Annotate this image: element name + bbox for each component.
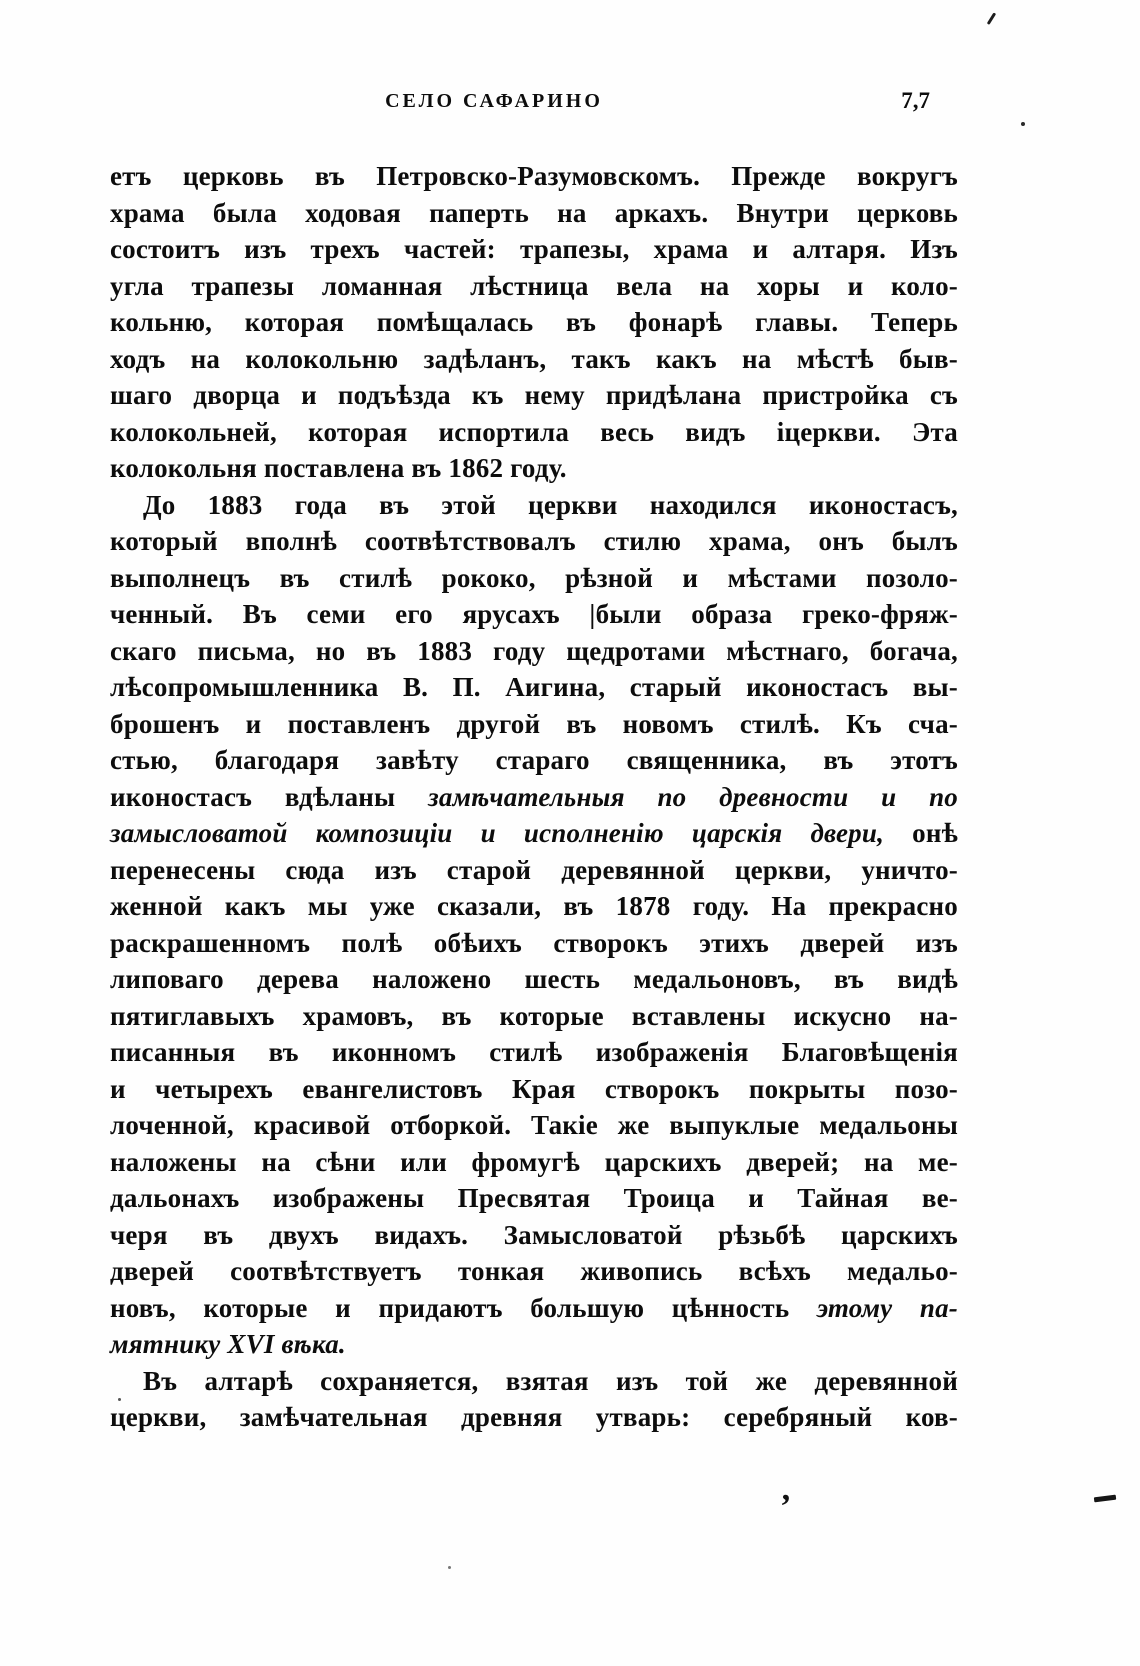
text-line xyxy=(110,1253,958,1290)
text-line xyxy=(110,633,958,670)
text-line xyxy=(110,596,958,633)
text-run: етъ церковь въ Петровско-Разумовскомъ. Прежде вокругъ xyxy=(110,161,958,191)
text-run: перенесены сюда изъ старой деревянной церкви, уничто- xyxy=(110,854,958,885)
ink-speck xyxy=(118,1398,121,1401)
text-run: новъ, которые и придаютъ большую цѣнность xyxy=(110,1292,817,1323)
text-run: выполнецъ въ стилѣ рококо, рѣзной и мѣстами позоло- xyxy=(110,562,958,593)
text-run: и четырехъ евангелистовъ Края створокъ покрыты позо- xyxy=(110,1073,958,1104)
italic-text-run: мятнику XVI вѣка. xyxy=(110,1329,346,1359)
text-run: До 1883 года въ этой церкви находился иконостасъ, xyxy=(143,489,958,520)
text-line xyxy=(110,414,958,451)
text-run: женной какъ мы уже сказали, въ 1878 году. На прекрасно xyxy=(110,891,958,921)
page-number: 7,7 xyxy=(901,88,930,113)
text-line xyxy=(110,779,958,816)
text-run: наложены на сѣни или фромугѣ царскихъ дверей; на ме- xyxy=(110,1146,958,1177)
text-run: дверей соотвѣтствуетъ тонкая живопись всѣхъ медальо- xyxy=(110,1256,958,1286)
ink-speck: ’ xyxy=(780,1488,792,1525)
text-line xyxy=(110,1107,958,1144)
text-run: скаго письма, но въ 1883 году щедротами мѣстнаго, богача, xyxy=(110,635,958,666)
text-line xyxy=(110,450,958,487)
text-line xyxy=(110,742,958,779)
text-line xyxy=(110,1034,958,1071)
text-line xyxy=(110,1326,958,1363)
text-line xyxy=(110,268,958,305)
text-line xyxy=(110,1290,958,1327)
text-line xyxy=(110,1399,958,1436)
text-run: ходъ на колокольню задѣланъ, такъ какъ на мѣстѣ быв- xyxy=(110,343,958,374)
italic-text-run: замысловатой композиціи и исполненію царскія двери, xyxy=(110,818,885,848)
text-run: липоваго дерева наложено шесть медальоновъ, въ видѣ xyxy=(110,964,958,994)
text-line xyxy=(110,1180,958,1217)
text-run: черя въ двухъ видахъ. Замысловатой рѣзьбѣ царскихъ xyxy=(110,1219,958,1250)
text-run: брошенъ и поставленъ другой въ новомъ стилѣ. Къ сча- xyxy=(110,708,958,739)
text-run: лоченной, красивой отборкой. Такіе же выпуклые медальоны xyxy=(110,1110,958,1140)
text-run: пятиглавыхъ храмовъ, въ которые вставлены искусно на- xyxy=(110,1000,958,1031)
text-run: стью, благодаря завѣту стараго священника, въ этотъ xyxy=(110,745,958,775)
text-line xyxy=(110,888,958,925)
text-line xyxy=(110,669,958,706)
text-run: дальонахъ изображены Пресвятая Троица и Тайная ве- xyxy=(110,1183,958,1213)
text-line xyxy=(110,1071,958,1108)
italic-text-run: этому па- xyxy=(816,1292,958,1323)
text-run: состоитъ изъ трехъ частей: трапезы, храма и алтаря. Изъ xyxy=(110,234,958,264)
text-run: храма была ходовая паперть на аркахъ. Внутри церковь xyxy=(110,197,958,228)
text-run: шаго дворца и подъѣзда къ нему придѣлана пристройка съ xyxy=(110,380,958,410)
text-run: иконостасъ вдѣланы xyxy=(110,781,429,812)
ink-speck xyxy=(1021,122,1025,126)
text-line xyxy=(110,815,958,852)
text-line xyxy=(110,706,958,743)
page-title: СЕЛО САФАРИНО xyxy=(385,90,603,112)
text-line xyxy=(110,341,958,378)
text-line xyxy=(110,925,958,962)
text-line xyxy=(110,523,958,560)
text-line xyxy=(110,158,958,195)
text-run: колокольней, которая испортила весь видъ іцеркви. Эта xyxy=(110,416,958,447)
text-run: Въ алтарѣ сохраняется, взятая изъ той же деревянной xyxy=(143,1365,958,1396)
text-line xyxy=(110,852,958,889)
text-line xyxy=(110,1217,958,1254)
text-line xyxy=(110,231,958,268)
text-run: онѣ xyxy=(884,818,958,848)
text-line xyxy=(110,195,958,232)
text-line xyxy=(110,961,958,998)
ink-speck xyxy=(1094,1495,1116,1502)
ink-speck xyxy=(448,1566,451,1569)
text-run: раскрашенномъ полѣ обѣихъ створокъ этихъ дверей изъ xyxy=(110,927,958,958)
body-text xyxy=(110,158,958,1436)
text-run: который вполнѣ соотвѣтствовалъ стилю храма, онъ былъ xyxy=(110,526,958,556)
text-line xyxy=(110,1363,958,1400)
text-run: кольню, которая помѣщалась въ фонарѣ главы. Теперь xyxy=(110,307,958,337)
text-line xyxy=(110,304,958,341)
text-run: угла трапезы ломанная лѣстница вела на хоры и коло- xyxy=(110,270,958,301)
text-run: церкви, замѣчательная древняя утварь: серебряный ков- xyxy=(110,1402,958,1432)
text-run: ченный. Въ семи его ярусахъ |были образа греко-фряж- xyxy=(110,599,958,629)
text-run: лѣсопромышленника В. П. Аигина, старый иконостасъ вы- xyxy=(110,672,958,702)
text-line xyxy=(110,377,958,414)
ink-speck xyxy=(987,12,996,24)
text-run: писанныя въ иконномъ стилѣ изображенія Благовѣщенія xyxy=(110,1037,958,1067)
running-head xyxy=(110,90,958,113)
italic-text-run: замѣчательныя по древности и по xyxy=(428,781,958,812)
text-line xyxy=(110,998,958,1035)
text-line xyxy=(110,487,958,524)
text-line xyxy=(110,1144,958,1181)
text-line xyxy=(110,560,958,597)
text-run: колокольня поставлена въ 1862 году. xyxy=(110,453,567,483)
